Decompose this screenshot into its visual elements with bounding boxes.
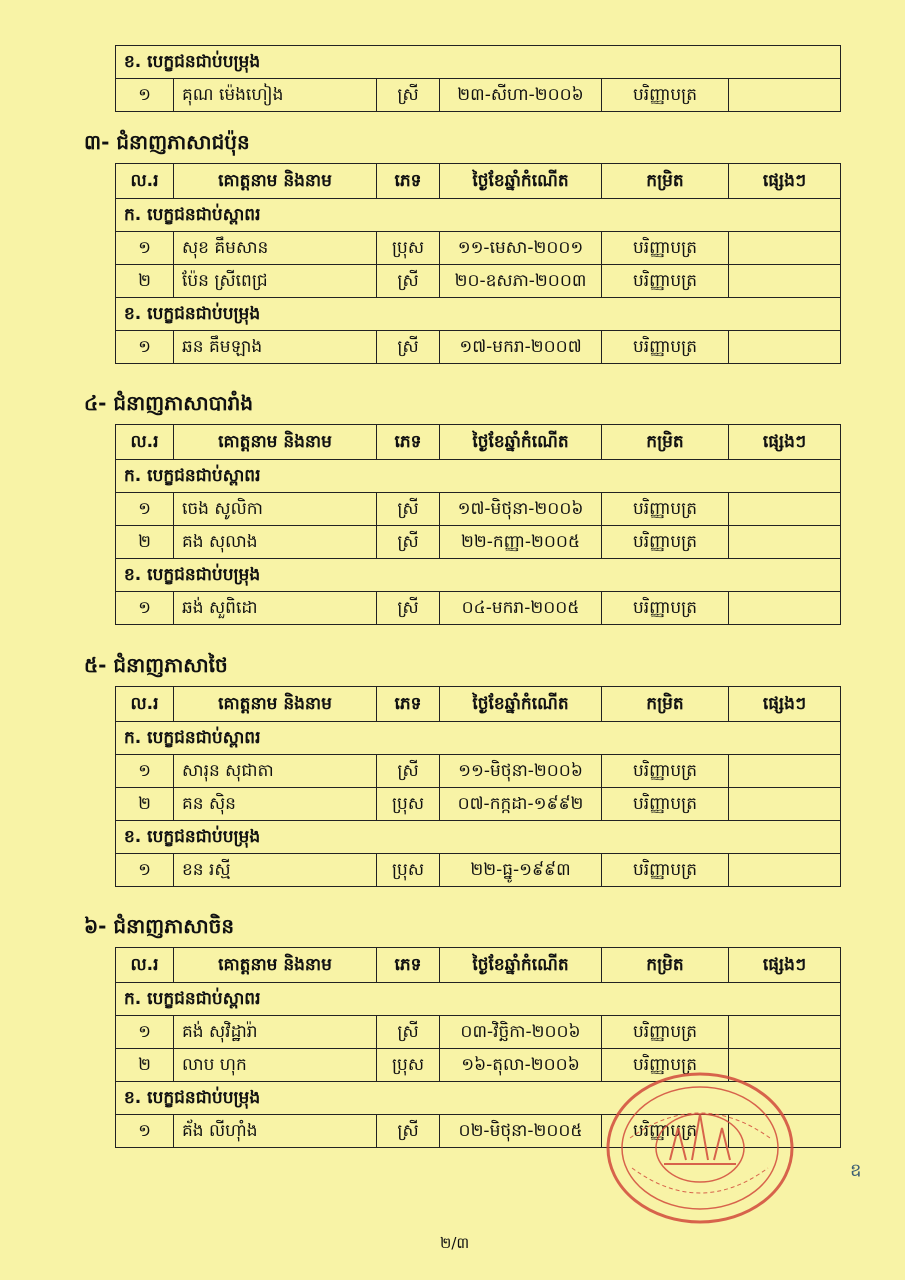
cell-dob: ២២-កញ្ញា-២០០៥ bbox=[440, 526, 602, 559]
cell-name: គង់ សុវិដ្ឋារ៉ា bbox=[174, 1016, 377, 1049]
cell-dob: ០២-មិថុនា-២០០៥ bbox=[440, 1115, 602, 1148]
group-row-reserve bbox=[116, 559, 841, 592]
cell-dob: ១៦-តុលា-២០០៦ bbox=[440, 1049, 602, 1082]
cell-dob: ១១-មិថុនា-២០០៦ bbox=[440, 755, 602, 788]
column-header-level: កម្រិត bbox=[602, 687, 729, 722]
cell-name: សារុន សុជាតា bbox=[174, 755, 377, 788]
column-header-dob: ថ្ងៃខែឆ្នាំកំណើត bbox=[440, 948, 602, 983]
table-row bbox=[116, 1115, 841, 1148]
table-header-row bbox=[116, 948, 841, 983]
cell-dob: ១១-មេសា-២០០១ bbox=[440, 232, 602, 265]
cell-no: ២ bbox=[116, 1049, 174, 1082]
candidate-table bbox=[115, 947, 841, 1148]
cell-level: បរិញ្ញាបត្រ bbox=[602, 265, 729, 298]
candidate-table bbox=[115, 424, 841, 625]
cell-level: បរិញ្ញាបត្រ bbox=[602, 592, 729, 625]
cell-sex: ប្រុស bbox=[377, 788, 440, 821]
group-label-main: ក. បេក្ខជនជាប់ស្ពាពរ bbox=[116, 199, 841, 232]
group-label-reserve: ខ. បេក្ខជនជាប់បម្រុង bbox=[116, 1082, 841, 1115]
cell-dob: ២២-ធ្នូ-១៩៩៣ bbox=[440, 854, 602, 887]
group-row-reserve bbox=[116, 298, 841, 331]
cell-level: បរិញ្ញាបត្រ bbox=[602, 755, 729, 788]
cell-sex: ស្រី bbox=[377, 331, 440, 364]
column-header-level: កម្រិត bbox=[602, 425, 729, 460]
cell-sex: ស្រី bbox=[377, 265, 440, 298]
cell-level: បរិញ្ញាបត្រ bbox=[602, 1049, 729, 1082]
table-header-row bbox=[116, 425, 841, 460]
column-header-sex: ភេទ bbox=[377, 425, 440, 460]
cell-no: ២ bbox=[116, 265, 174, 298]
cell-sex: ស្រី bbox=[377, 1115, 440, 1148]
column-header-name: គោត្តនាម និងនាម bbox=[174, 948, 377, 983]
cell-other bbox=[729, 592, 841, 625]
cell-sex: ស្រី bbox=[377, 1016, 440, 1049]
cell-other bbox=[729, 526, 841, 559]
cell-other bbox=[729, 1049, 841, 1082]
cell-no: ១ bbox=[116, 1016, 174, 1049]
group-label-reserve: ខ. បេក្ខជនជាប់បម្រុង bbox=[116, 46, 841, 79]
cell-other bbox=[729, 493, 841, 526]
table-row bbox=[116, 1049, 841, 1082]
table-header-row bbox=[116, 164, 841, 199]
cell-dob: ០៣-វិច្ឆិកា-២០០៦ bbox=[440, 1016, 602, 1049]
cell-sex: ស្រី bbox=[377, 493, 440, 526]
cell-level: បរិញ្ញាបត្រ bbox=[602, 526, 729, 559]
cell-level: បរិញ្ញាបត្រ bbox=[602, 1115, 729, 1148]
column-header-other: ផ្សេងៗ bbox=[729, 425, 841, 460]
column-header-other: ផ្សេងៗ bbox=[729, 164, 841, 199]
group-row-main bbox=[116, 199, 841, 232]
group-row-main bbox=[116, 722, 841, 755]
cell-other bbox=[729, 788, 841, 821]
column-header-sex: ភេទ bbox=[377, 687, 440, 722]
cell-dob: ២៣-សីហា-២០០៦ bbox=[440, 79, 602, 112]
table-row bbox=[116, 493, 841, 526]
cell-level: បរិញ្ញាបត្រ bbox=[602, 232, 729, 265]
cell-level: បរិញ្ញាបត្រ bbox=[602, 79, 729, 112]
cell-sex: ស្រី bbox=[377, 526, 440, 559]
table-row bbox=[116, 592, 841, 625]
group-row-reserve bbox=[116, 821, 841, 854]
column-header-dob: ថ្ងៃខែឆ្នាំកំណើត bbox=[440, 687, 602, 722]
column-header-no: ល.រ bbox=[116, 425, 174, 460]
column-header-dob: ថ្ងៃខែឆ្នាំកំណើត bbox=[440, 425, 602, 460]
margin-mark: ឧ bbox=[850, 1160, 862, 1181]
cell-dob: ១៧-មករា-២០០៧ bbox=[440, 331, 602, 364]
cell-no: ១ bbox=[116, 79, 174, 112]
cell-other bbox=[729, 755, 841, 788]
cell-sex: ស្រី bbox=[377, 755, 440, 788]
column-header-level: កម្រិត bbox=[602, 164, 729, 199]
group-label-main: ក. បេក្ខជនជាប់ស្ពាពរ bbox=[116, 722, 841, 755]
table-row bbox=[116, 788, 841, 821]
cell-other bbox=[729, 1115, 841, 1148]
cell-sex: ប្រុស bbox=[377, 854, 440, 887]
group-label-reserve: ខ. បេក្ខជនជាប់បម្រុង bbox=[116, 298, 841, 331]
table-row bbox=[116, 526, 841, 559]
cell-name: ឆន គឹមឡាង bbox=[174, 331, 377, 364]
column-header-name: គោត្តនាម និងនាម bbox=[174, 425, 377, 460]
section-title: ៤- ជំនាញភាសាបារាំង bbox=[84, 391, 254, 415]
column-header-sex: ភេទ bbox=[377, 164, 440, 199]
table-header-row bbox=[116, 687, 841, 722]
cell-level: បរិញ្ញាបត្រ bbox=[602, 493, 729, 526]
cell-name: គង សុលាង bbox=[174, 526, 377, 559]
cell-name: គុណ ម៉េងហៀង bbox=[174, 79, 377, 112]
group-label-reserve: ខ. បេក្ខជនជាប់បម្រុង bbox=[116, 559, 841, 592]
table-row bbox=[116, 854, 841, 887]
table-continuation bbox=[115, 45, 841, 112]
table-row bbox=[116, 79, 841, 112]
column-header-level: កម្រិត bbox=[602, 948, 729, 983]
cell-no: ១ bbox=[116, 232, 174, 265]
column-header-dob: ថ្ងៃខែឆ្នាំកំណើត bbox=[440, 164, 602, 199]
cell-name: លាប ហុក bbox=[174, 1049, 377, 1082]
cell-name: សុខ គឹមសាន bbox=[174, 232, 377, 265]
cell-no: ១ bbox=[116, 1115, 174, 1148]
cell-sex: ស្រី bbox=[377, 592, 440, 625]
cell-level: បរិញ្ញាបត្រ bbox=[602, 1016, 729, 1049]
column-header-name: គោត្តនាម និងនាម bbox=[174, 164, 377, 199]
table-row bbox=[116, 755, 841, 788]
group-row-reserve bbox=[116, 46, 841, 79]
column-header-no: ល.រ bbox=[116, 948, 174, 983]
column-header-other: ផ្សេងៗ bbox=[729, 687, 841, 722]
table-row bbox=[116, 1016, 841, 1049]
column-header-other: ផ្សេងៗ bbox=[729, 948, 841, 983]
section-title: ៣- ជំនាញភាសាជប៉ុន bbox=[84, 130, 250, 154]
column-header-name: គោត្តនាម និងនាម bbox=[174, 687, 377, 722]
cell-dob: ០៧-កក្កដា-១៩៩២ bbox=[440, 788, 602, 821]
group-label-reserve: ខ. បេក្ខជនជាប់បម្រុង bbox=[116, 821, 841, 854]
cell-no: ១ bbox=[116, 493, 174, 526]
cell-other bbox=[729, 854, 841, 887]
cell-sex: ប្រុស bbox=[377, 232, 440, 265]
cell-name: ចេង សូលិកា bbox=[174, 493, 377, 526]
cell-no: ១ bbox=[116, 592, 174, 625]
cell-no: ២ bbox=[116, 526, 174, 559]
cell-other bbox=[729, 79, 841, 112]
cell-other bbox=[729, 265, 841, 298]
cell-name: គ័ង លីហ៊ាំង bbox=[174, 1115, 377, 1148]
group-row-reserve bbox=[116, 1082, 841, 1115]
cell-name: ប៉ែន ស្រីពេជ្រ bbox=[174, 265, 377, 298]
cell-no: ១ bbox=[116, 331, 174, 364]
section-title: ៥- ជំនាញភាសាថៃ bbox=[84, 653, 228, 677]
group-row-main bbox=[116, 460, 841, 493]
cell-level: បរិញ្ញាបត្រ bbox=[602, 331, 729, 364]
group-label-main: ក. បេក្ខជនជាប់ស្ពាពរ bbox=[116, 983, 841, 1016]
cell-other bbox=[729, 232, 841, 265]
cell-other bbox=[729, 331, 841, 364]
cell-name: ខន រស្មី bbox=[174, 854, 377, 887]
cell-other bbox=[729, 1016, 841, 1049]
cell-level: បរិញ្ញាបត្រ bbox=[602, 788, 729, 821]
group-label-main: ក. បេក្ខជនជាប់ស្ពាពរ bbox=[116, 460, 841, 493]
cell-dob: ២០-ឧសភា-២០០៣ bbox=[440, 265, 602, 298]
column-header-sex: ភេទ bbox=[377, 948, 440, 983]
section-title: ៦- ជំនាញភាសាចិន bbox=[84, 914, 235, 938]
cell-sex: ប្រុស bbox=[377, 1049, 440, 1082]
cell-dob: ១៧-មិថុនា-២០០៦ bbox=[440, 493, 602, 526]
column-header-no: ល.រ bbox=[116, 687, 174, 722]
candidate-table bbox=[115, 686, 841, 887]
cell-no: ១ bbox=[116, 755, 174, 788]
cell-no: ១ bbox=[116, 854, 174, 887]
page-number: ២/៣ bbox=[440, 1234, 470, 1252]
column-header-no: ល.រ bbox=[116, 164, 174, 199]
cell-level: បរិញ្ញាបត្រ bbox=[602, 854, 729, 887]
cell-no: ២ bbox=[116, 788, 174, 821]
table-row bbox=[116, 232, 841, 265]
cell-dob: ០៤-មករា-២០០៥ bbox=[440, 592, 602, 625]
candidate-table bbox=[115, 163, 841, 364]
group-row-main bbox=[116, 983, 841, 1016]
table-row bbox=[116, 331, 841, 364]
cell-sex: ស្រី bbox=[377, 79, 440, 112]
cell-name: គន ស៊ិន bbox=[174, 788, 377, 821]
cell-name: ឆង់ សួពិដោ bbox=[174, 592, 377, 625]
table-row bbox=[116, 265, 841, 298]
